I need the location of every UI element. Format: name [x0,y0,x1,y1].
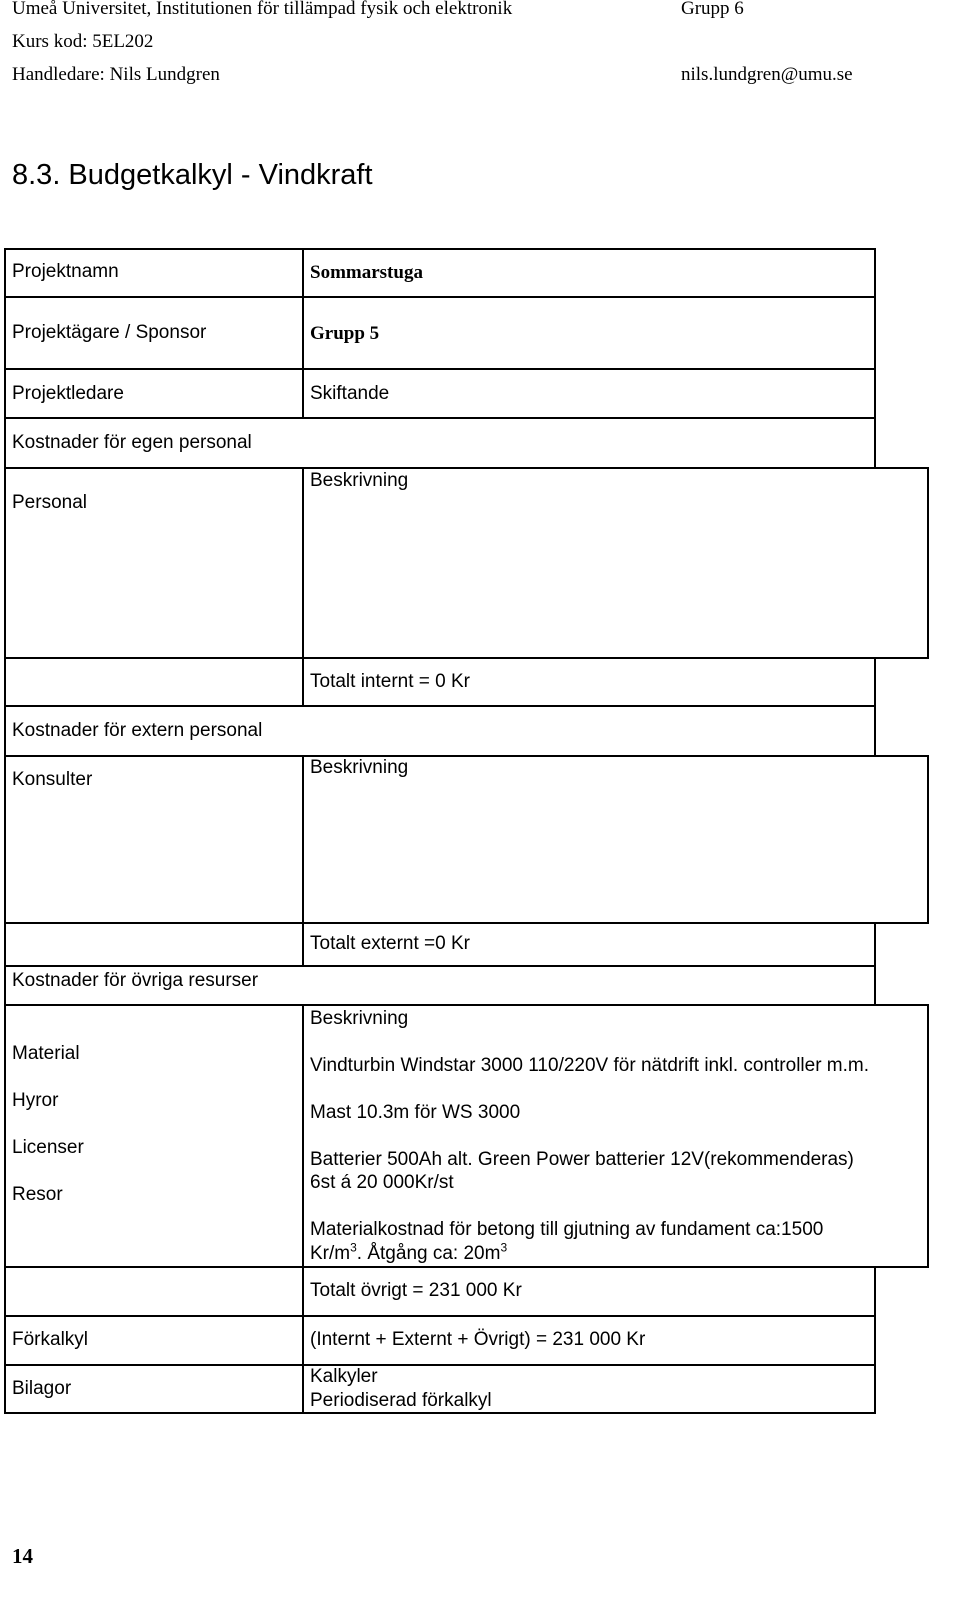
page-title: 8.3. Budgetkalkyl - Vindkraft [12,159,373,191]
egen-personal-heading: Kostnader för egen personal [12,432,252,453]
forkalkyl-label: Förkalkyl [12,1329,89,1350]
item-mast: Mast 10.3m för WS 3000 [310,1102,521,1123]
konsulter-description: Beskrivning [310,757,409,778]
ovriga-description: Beskrivning [310,1008,409,1029]
agare-label: Projektägare / Sponsor [12,322,207,343]
resurs-material: Material [12,1043,80,1064]
resurs-hyror: Hyror [12,1090,59,1111]
bilagor-label: Bilagor [12,1378,72,1399]
personal-label: Personal [12,492,87,513]
ledare-label: Projektledare [12,383,124,404]
cell-personal-desc [302,467,929,659]
item-batterier-line2: 6st á 20 000Kr/st [310,1172,454,1193]
totalt-internt: Totalt internt = 0 Kr [310,671,470,692]
ledare-value: Skiftande [310,383,390,404]
group-text: Grupp 6 [681,0,744,19]
page-number: 14 [12,1544,33,1568]
resurs-licenser: Licenser [12,1137,84,1158]
cell-agare-value [302,296,876,370]
projektnamn-value: Sommarstuga [310,262,423,283]
totalt-externt: Totalt externt =0 Kr [310,933,470,954]
institution-text: Umeå Universitet, Institutionen för tillämpad fysik och elektronik [12,0,513,19]
bilagor-periodiserad: Periodiserad förkalkyl [310,1390,492,1411]
bilagor-kalkyler: Kalkyler [310,1366,378,1387]
cell-konsulter-desc [302,755,929,924]
ovriga-resurser-heading: Kostnader för övriga resurser [12,970,259,991]
course-code-text: Kurs kod: 5EL202 [12,31,154,52]
projektnamn-label: Projektnamn [12,261,119,282]
supervisor-text: Handledare: Nils Lundgren [12,64,220,85]
item-betong-line2: $Kr/m^3$. Åtgång ca: $20m^3$ [310,1240,508,1264]
resurs-resor: Resor [12,1184,63,1205]
agare-value: Grupp 5 [310,323,380,344]
item-vindturbin: Vindturbin Windstar 3000 110/220V för nätdrift inkl. controller m.m. [310,1055,870,1076]
konsulter-label: Konsulter [12,769,93,790]
forkalkyl-value: (Internt + Externt + Övrigt) = 231 000 Kr [310,1329,646,1350]
totalt-ovrigt: Totalt övrigt = 231 000 Kr [310,1280,522,1301]
extern-personal-heading: Kostnader för extern personal [12,720,263,741]
personal-description: Beskrivning [310,470,409,491]
item-betong-line1: Materialkostnad för betong till gjutning av fundament ca:1500 [310,1219,824,1240]
cell-internt-left [4,657,304,707]
email-text: nils.lundgren@umu.se [681,64,853,85]
item-batterier-line1: Batterier 500Ah alt. Green Power batterier 12V(rekommenderas) [310,1149,854,1170]
cell-externt-left [4,922,304,967]
cell-ovrigt-left [4,1266,304,1317]
